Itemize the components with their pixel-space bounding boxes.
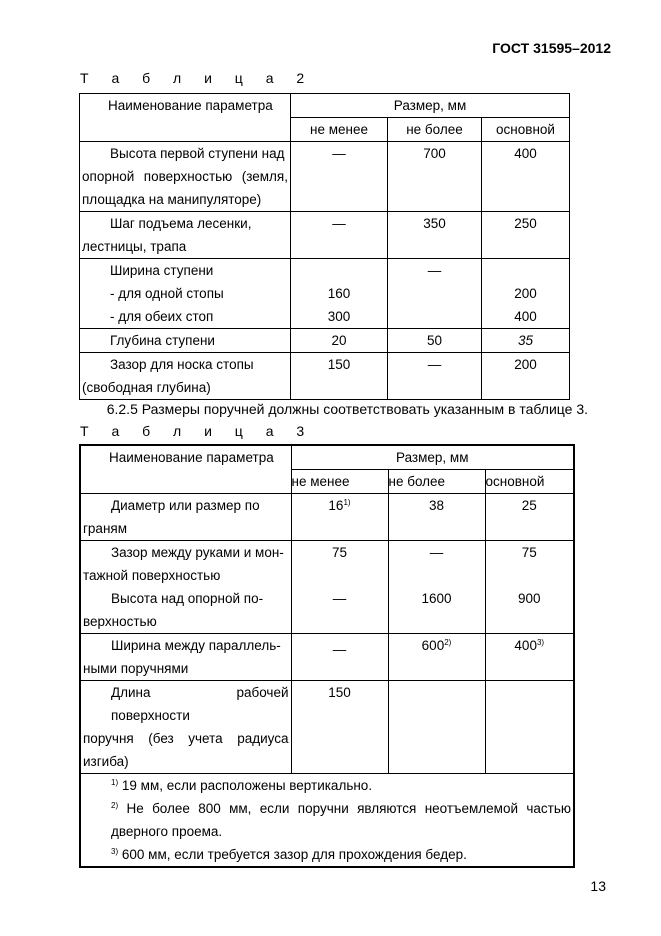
footnotes-row xyxy=(80,774,574,868)
page-number: 13 xyxy=(590,878,606,894)
value-max: — xyxy=(388,353,482,400)
table-row xyxy=(80,541,574,634)
value-min: 150 xyxy=(291,681,388,774)
value-max: — xyxy=(388,259,482,329)
value-min: — xyxy=(291,142,388,212)
param-name: Шаг подъема лесенки, лестницы, трапа xyxy=(80,212,291,259)
table-row xyxy=(80,634,574,681)
value-min: 160 300 xyxy=(291,259,388,329)
table-2 xyxy=(79,93,570,400)
table-row xyxy=(80,494,574,541)
footnotes xyxy=(80,774,574,868)
table-row xyxy=(80,353,570,400)
param-name: Ширина ступени - для одной стопы - для обеих стоп xyxy=(80,259,291,329)
col-header-max: не более xyxy=(388,470,485,494)
value-main: 25 xyxy=(485,494,574,541)
param-name: Зазор для носка стопы (свободная глубина) xyxy=(80,353,291,400)
value-main: 400 xyxy=(482,142,570,212)
value-max: 38 xyxy=(388,494,485,541)
table-row xyxy=(80,212,570,259)
value-max: 350 xyxy=(388,212,482,259)
value-max: 700 xyxy=(388,142,482,212)
col-header-min: не менее xyxy=(291,470,388,494)
col-header-main: основной xyxy=(482,118,570,142)
document-header: ГОСТ 31595–2012 xyxy=(492,40,611,56)
value-max: — 1600 xyxy=(388,541,485,634)
value-main: 200 xyxy=(482,353,570,400)
value-min: 75 — xyxy=(291,541,388,634)
table-row xyxy=(80,329,570,353)
value-main: 200 400 xyxy=(482,259,570,329)
table-3 xyxy=(79,444,575,868)
value-main xyxy=(485,681,574,774)
col-header-size: Размер, мм xyxy=(291,94,570,118)
value-min: 150 xyxy=(291,353,388,400)
value-main: 75 900 xyxy=(485,541,574,634)
value-main: 400$^{3)}$ xyxy=(485,634,574,681)
footnote-2: $^{2)}$ Не более 800 мм, если поручни являются неотъемлемой частью дверного проема. xyxy=(111,801,571,839)
col-header-min: не менее xyxy=(291,118,388,142)
param-name: Высота первой ступени над опорной поверхностью (земля, площадка на манипуляторе) xyxy=(80,142,291,212)
footnote-3: $^{3)}$ 600 мм, если требуется зазор для прохождения бедер. xyxy=(111,847,467,862)
col-header-max: не более xyxy=(388,118,482,142)
param-name: Диаметр или размер по граням xyxy=(80,494,291,541)
table-row xyxy=(80,142,570,212)
col-header-name: Наименование параметра xyxy=(80,445,291,494)
param-name: Зазор между руками и мон- тажной поверхностью Высота над опорной по- верхностью xyxy=(80,541,291,634)
value-main: 35 xyxy=(482,329,570,353)
col-header-main: основной xyxy=(485,470,574,494)
param-name: Глубина ступени xyxy=(80,329,291,353)
value-min: 16$^{1)}$ xyxy=(291,494,388,541)
table-row xyxy=(80,259,570,329)
paragraph-6-2-5: 6.2.5 Размеры поручней должны соответствовать указанным в таблице 3. xyxy=(106,401,588,417)
param-name: Длина рабочей поверхности поручня (без учета радиуса изгиба) xyxy=(80,681,291,774)
value-max: 600$^{2)}$ xyxy=(388,634,485,681)
value-main: 250 xyxy=(482,212,570,259)
table2-caption: Т а б л и ц а 2 xyxy=(80,70,314,86)
col-header-size: Размер, мм xyxy=(291,445,574,470)
table3-caption: Т а б л и ц а 3 xyxy=(80,423,314,439)
value-min: — xyxy=(291,634,388,681)
table-row xyxy=(80,681,574,774)
value-max xyxy=(388,681,485,774)
value-max: 50 xyxy=(388,329,482,353)
param-name: Ширина между параллель- ными поручнями xyxy=(80,634,291,681)
value-min: 20 xyxy=(291,329,388,353)
col-header-name: Наименование параметра xyxy=(80,94,291,142)
value-min: — xyxy=(291,212,388,259)
footnote-1: $^{1)}$ 19 мм, если расположены вертикально. xyxy=(111,778,373,793)
